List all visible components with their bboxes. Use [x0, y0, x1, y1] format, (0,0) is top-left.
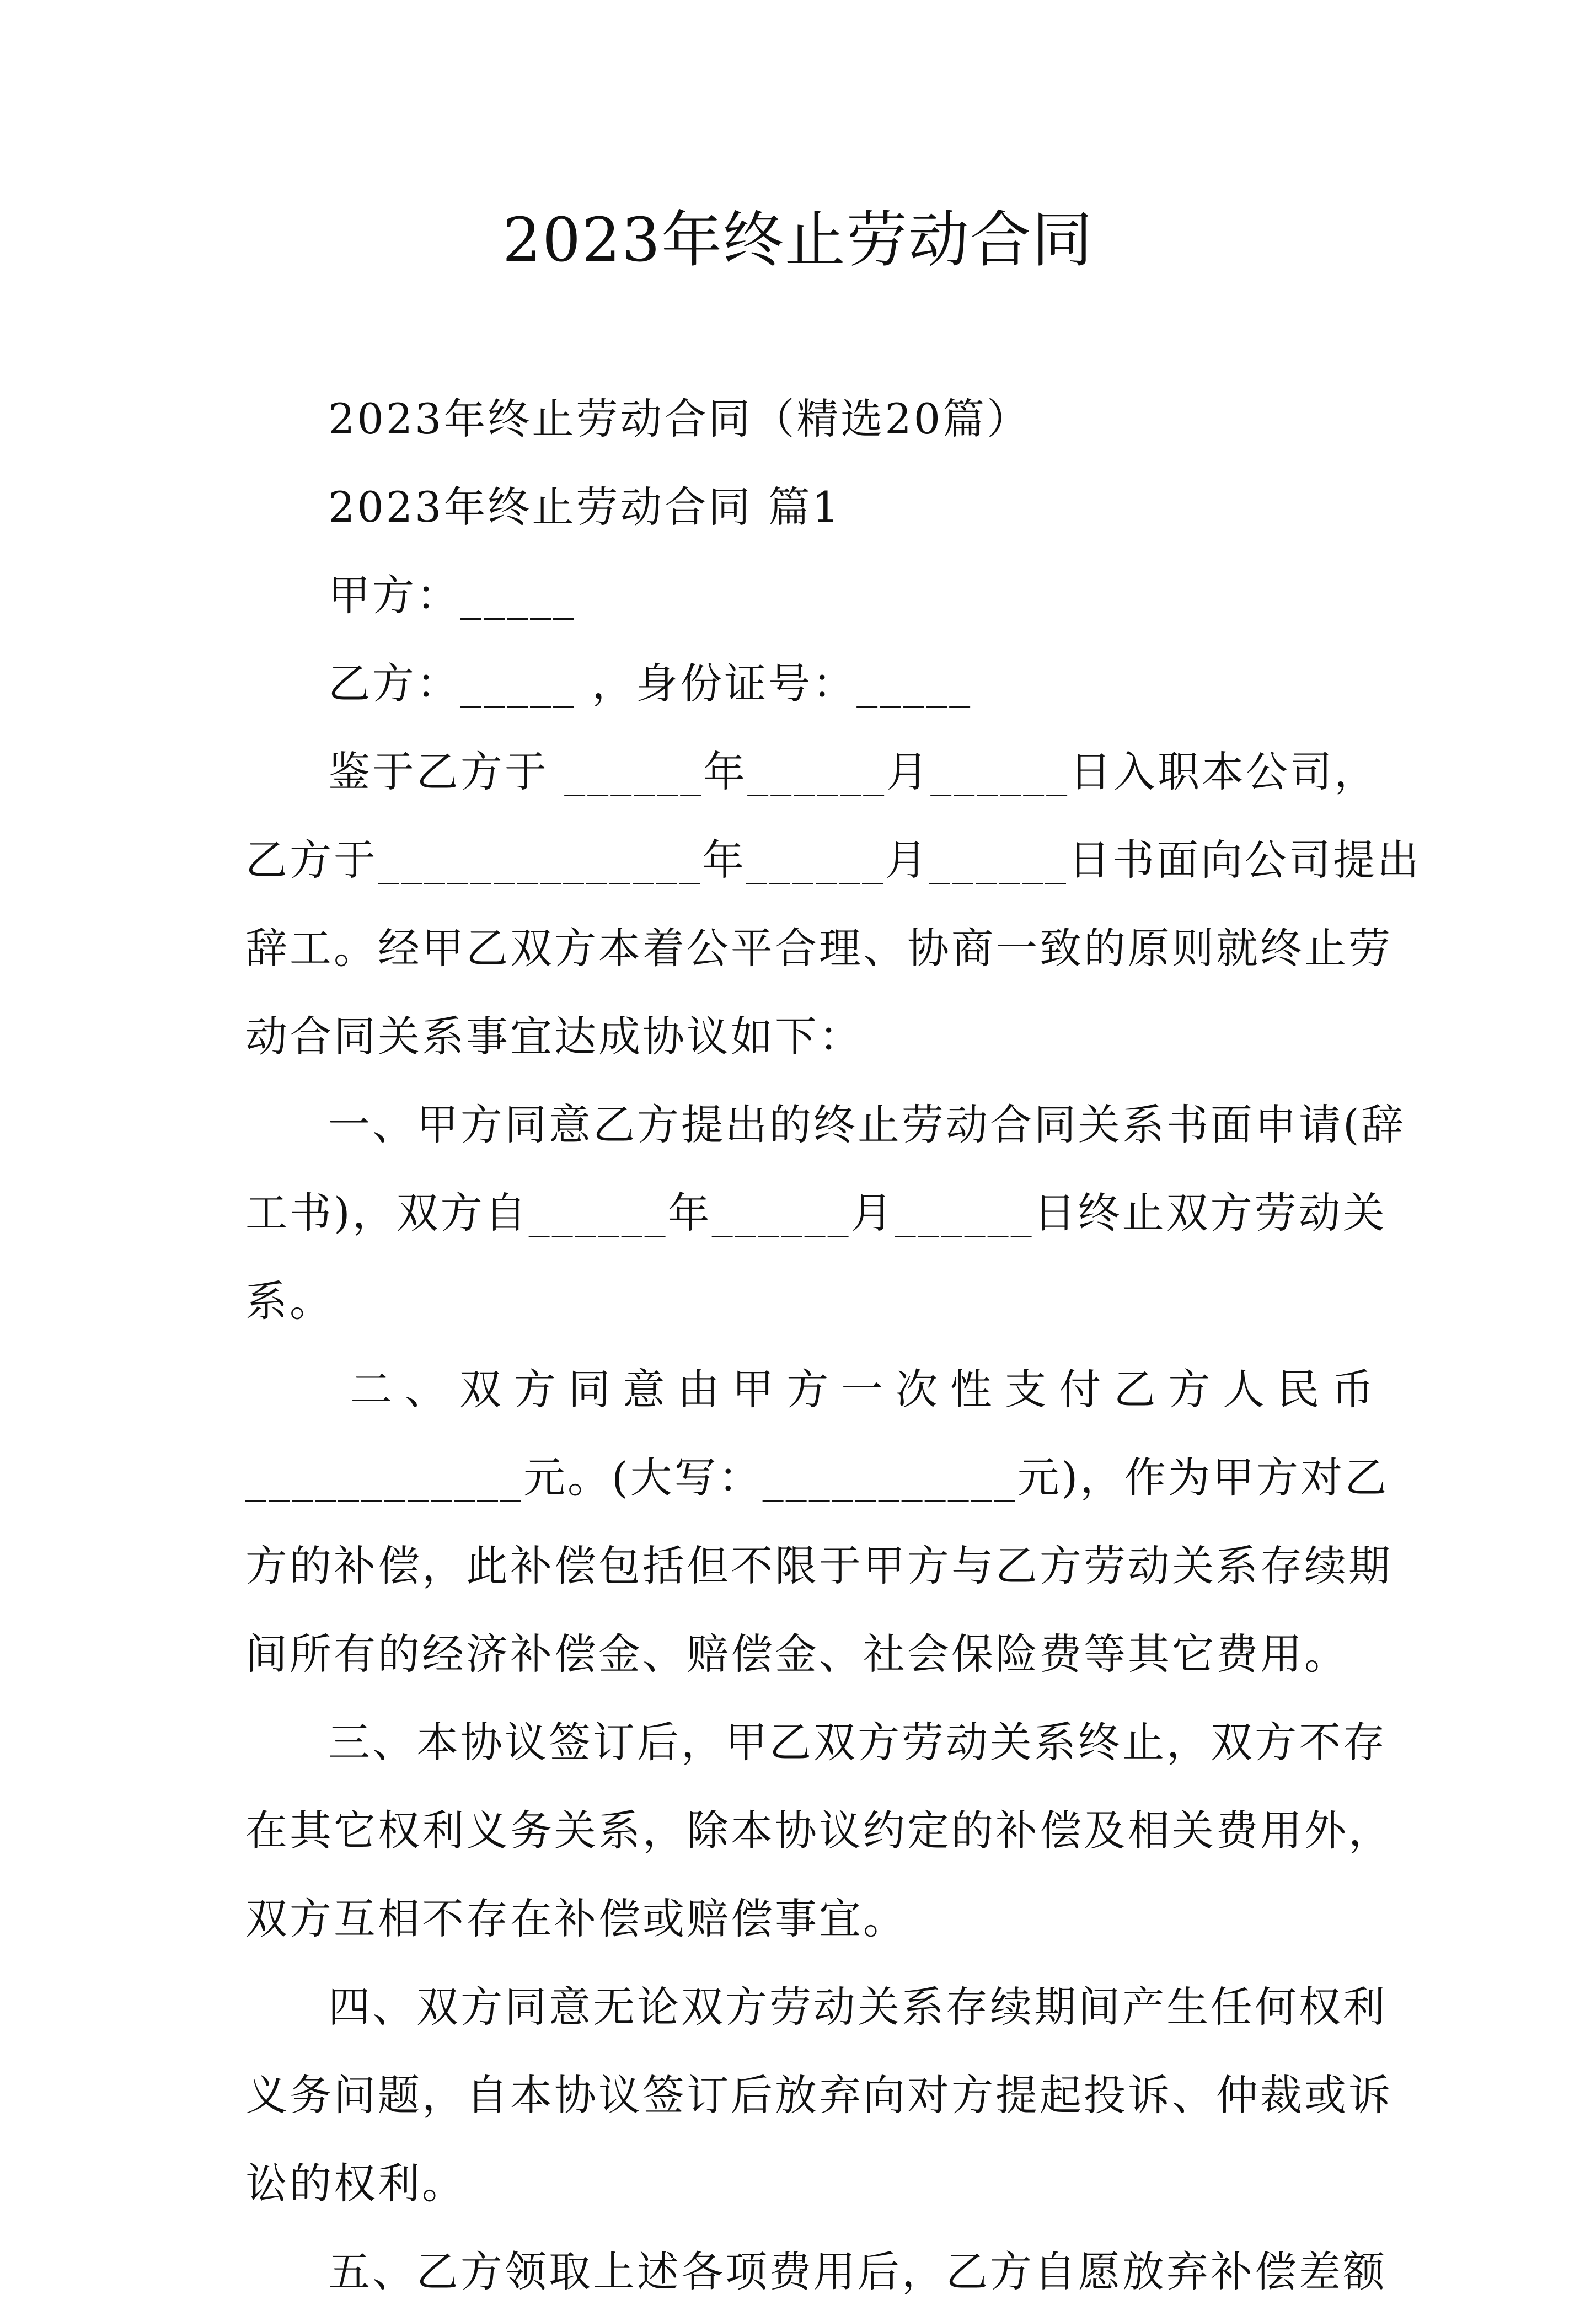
clause-line: 工书)，双方自______年______月______日终止双方劳动关: [245, 1188, 1387, 1237]
clause-line: 间所有的经济补偿金、赔偿金、社会保险费等其它费用。: [245, 1629, 1348, 1679]
paragraph-line: 辞工。经甲乙双方本着公平合理、协商一致的原则就终止劳: [245, 924, 1393, 973]
clause-line: 系。: [245, 1277, 334, 1326]
paragraph-line: 乙方于______________年______月______日书面向公司提出: [245, 835, 1421, 884]
clause-line: 在其它权利义务关系，除本协议约定的补偿及相关费用外，: [245, 1806, 1393, 1855]
clause-line: 二、双方同意由甲方一次性支付乙方人民币: [350, 1365, 1376, 1414]
section-heading: 2023年终止劳动合同 篇1: [328, 482, 841, 532]
paragraph-line: 动合同关系事宜达成协议如下：: [245, 1012, 863, 1061]
clause-line: 义务问题，自本协议签订后放弃向对方提起投诉、仲裁或诉: [245, 2071, 1393, 2120]
clause-line: 四、双方同意无论双方劳动关系存续期间产生任何权利: [328, 1982, 1387, 2031]
party-a-line: 甲方：_____: [328, 571, 576, 620]
clause-line: 三、本协议签订后，甲乙双方劳动关系终止，双方不存: [328, 1718, 1387, 1767]
clause-line: 五、乙方领取上述各项费用后，乙方自愿放弃补偿差额: [328, 2247, 1387, 2296]
clause-line: 双方互相不存在补偿或赔偿事宜。: [245, 1894, 907, 1943]
clause-line: 讼的权利。: [245, 2159, 466, 2208]
clause-line: 方的补偿，此补偿包括但不限于甲方与乙方劳动关系存续期: [245, 1541, 1393, 1590]
clause-line: ____________元。(大写：___________元)，作为甲方对乙: [245, 1453, 1389, 1502]
clause-line: 一、甲方同意乙方提出的终止劳动合同关系书面申请(辞: [328, 1100, 1406, 1149]
paragraph-line: 鉴于乙方于 ______年______月______日入职本公司，: [328, 747, 1379, 796]
document-subtitle: 2023年终止劳动合同（精选20篇）: [328, 394, 1031, 443]
party-b-line: 乙方：_____ ，身份证号：_____: [328, 659, 973, 708]
document-title: 2023年终止劳动合同: [502, 205, 1094, 275]
document-body: [245, 375, 1421, 2316]
